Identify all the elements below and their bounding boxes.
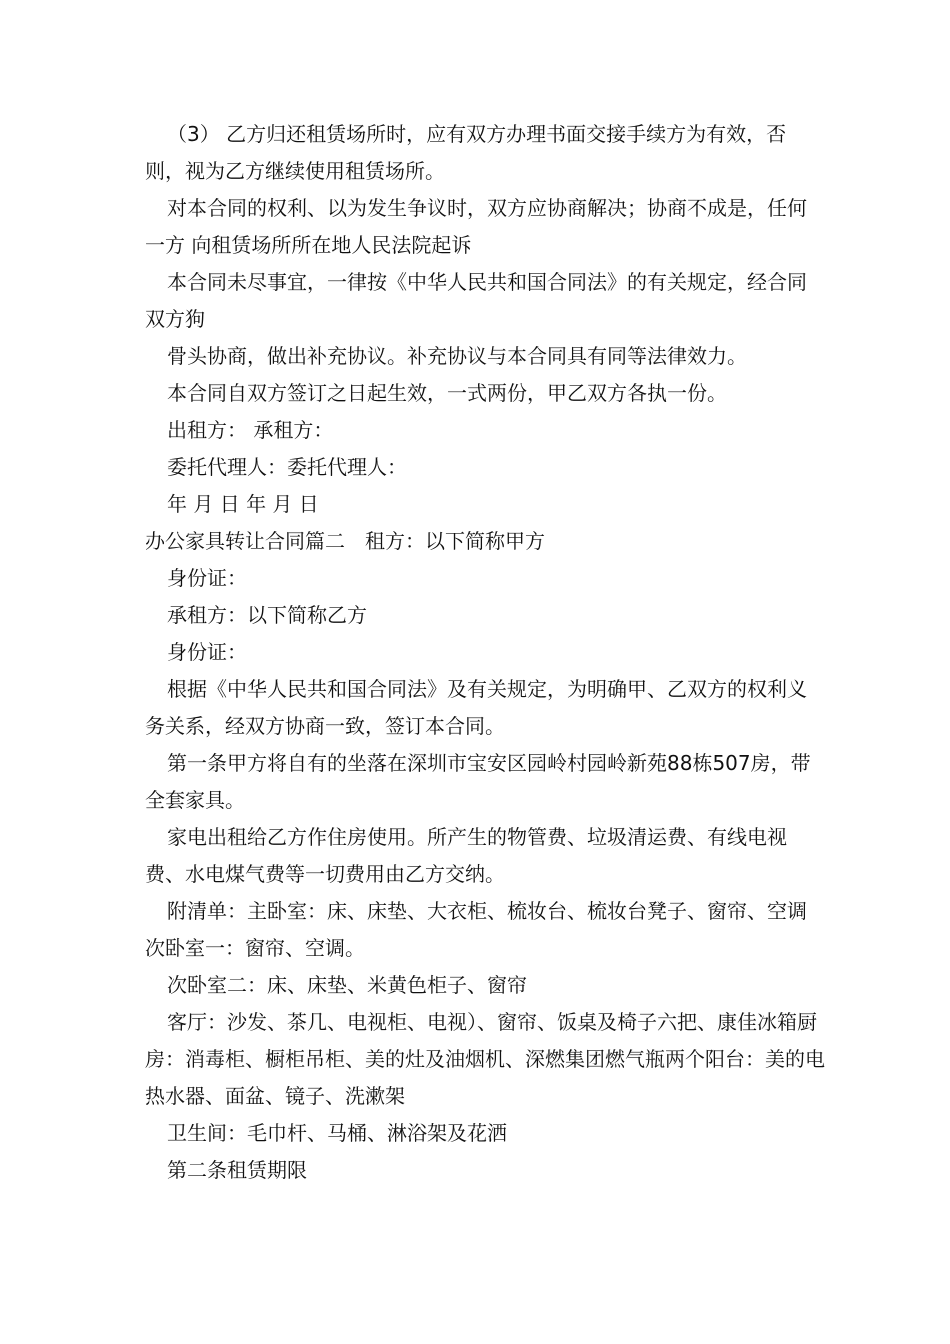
paragraph-effective-date: 本合同自双方签订之日起生效，一式两份，甲乙双方各执一份。	[167, 381, 727, 405]
paragraph-appliances-fees: 家电出租给乙方作住房使用。所产生的物管费、垃圾清运费、有线电视费、水电煤气费等一切费用由乙方交纳。	[145, 825, 787, 886]
paragraph-article-one: 第一条甲方将自有的坐落在深圳市宝安区园岭村园岭新苑88栋507房，带全套家具。	[145, 751, 811, 812]
section-heading-part-two: 办公家具转让合同篇二 租方：以下简称甲方	[145, 529, 545, 553]
paragraph-return-premises: （3） 乙方归还租赁场所时，应有双方办理书面交接手续方为有效，否则，视为乙方继续使用租赁场所。	[145, 122, 787, 183]
paragraph-id-lessee: 身份证：	[167, 640, 247, 664]
paragraph-lessee: 承租方：以下简称乙方	[167, 603, 367, 627]
paragraph-lessor-lessee: 出租方： 承租方：	[167, 418, 334, 442]
paragraph-inventory-living: 客厅：沙发、茶几、电视柜、电视）、窗帘、饭桌及椅子六把、康佳冰箱厨房：消毒柜、橱柜吊柜、美的灶及油烟机、深燃集团燃气瓶两个阳台：美的电热水器、面盆、镜子、洗漱架	[145, 1010, 825, 1108]
paragraph-legal-basis: 根据《中华人民共和国合同法》及有关规定，为明确甲、乙双方的权利义务关系，经双方协商一致，签订本合同。	[145, 677, 807, 738]
paragraph-inventory-bedroom-two: 次卧室二：床、床垫、米黄色柜子、窗帘	[167, 973, 527, 997]
paragraph-dispute-resolution: 对本合同的权利、以为发生争议时，双方应协商解决；协商不成是，任何一方 向租赁场所所在地人民法院起诉	[145, 196, 807, 257]
paragraph-unresolved-matters: 本合同未尽事宜，一律按《中华人民共和国合同法》的有关规定，经合同双方狗	[145, 270, 807, 331]
paragraph-agents: 委托代理人：委托代理人：	[167, 455, 407, 479]
paragraph-inventory-bathroom: 卫生间：毛巾杆、马桶、淋浴架及花洒	[167, 1121, 507, 1145]
paragraph-supplement-agreement: 骨头协商，做出补充协议。补充协议与本合同具有同等法律效力。	[167, 344, 747, 368]
paragraph-dates: 年 月 日 年 月 日	[167, 492, 319, 516]
paragraph-id-lessor: 身份证：	[167, 566, 247, 590]
paragraph-inventory-master: 附清单：主卧室：床、床垫、大衣柜、梳妆台、梳妆台凳子、窗帘、空调次卧室一：窗帘、空调。	[145, 899, 807, 960]
document-body	[145, 116, 825, 1189]
paragraph-article-two: 第二条租赁期限	[167, 1158, 307, 1182]
